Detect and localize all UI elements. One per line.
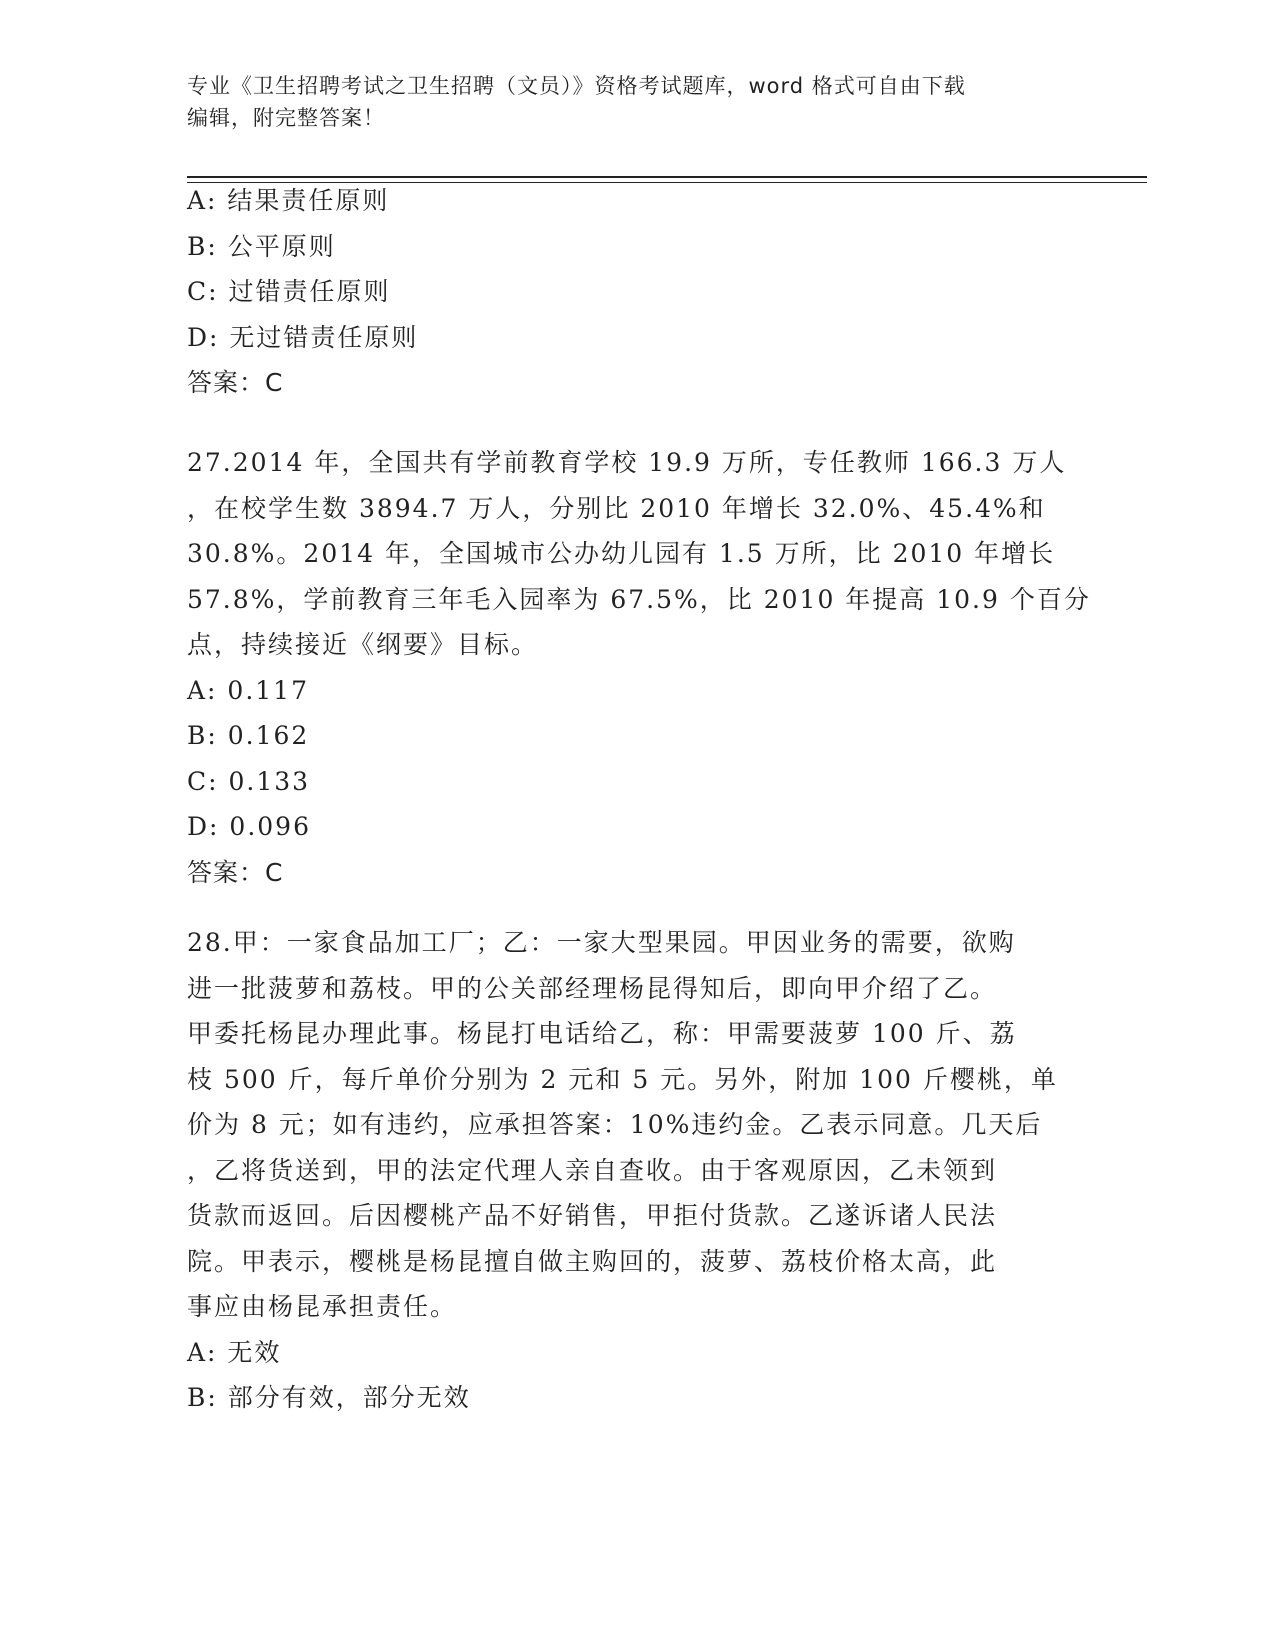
- answer-line: 答案：C: [187, 368, 284, 397]
- question-text-line: 货款而返回。后因樱桃产品不好销售，甲拒付货款。乙遂诉诸人民法: [187, 1201, 998, 1230]
- question-text-line: 价为 8 元；如有违约，应承担答案：10%违约金。乙表示同意。几天后: [187, 1110, 1043, 1139]
- question-26: [187, 178, 1067, 406]
- option-b: B: 公平原则: [187, 231, 336, 261]
- answer-line: 答案：C: [187, 857, 284, 887]
- document-header: [187, 70, 1067, 134]
- option-d: D: 0.096: [187, 812, 311, 841]
- option-b: B: 0.162: [187, 721, 310, 750]
- question-text: [187, 440, 1091, 668]
- question-text-line: 57.8%，学前教育三年毛入园率为 67.5%，比 2010 年提高 10.9 个百分: [187, 584, 1091, 614]
- header-line-1: 专业《卫生招聘考试之卫生招聘（文员）》资格考试题库，word 格式可自由下载: [187, 74, 966, 98]
- question-text-line: 进一批菠萝和荔枝。甲的公关部经理杨昆得知后，即向甲介绍了乙。: [187, 973, 998, 1003]
- option-c: C: 0.133: [187, 766, 311, 796]
- question-text-line: 枝 500 斤，每斤单价分别为 2 元和 5 元。另外，附加 100 斤樱桃，单: [187, 1064, 1058, 1094]
- question-28: [187, 920, 1067, 1421]
- option-a: A: 无效: [187, 1337, 282, 1367]
- option-d: D: 无过错责任原则: [187, 322, 419, 352]
- option-a: A: 0.117: [187, 675, 309, 705]
- option-c: C: 过错责任原则: [187, 277, 391, 306]
- question-text-line: 点，持续接近《纲要》目标。: [187, 630, 539, 659]
- question-27: [187, 440, 1091, 895]
- question-text-line: 27.2014 年，全国共有学前教育学校 19.9 万所，专任教师 166.3 万人: [187, 448, 1067, 477]
- question-text: [187, 920, 1067, 1330]
- question-text-line: 院。甲表示，樱桃是杨昆擅自做主购回的，菠萝、荔枝价格太高，此: [187, 1246, 998, 1276]
- question-text-line: ，在校学生数 3894.7 万人，分别比 2010 年增长 32.0%、45.4%和: [187, 493, 1046, 523]
- option-a: A: 结果责任原则: [187, 186, 390, 215]
- header-line-2: 编辑，附完整答案！: [187, 106, 385, 130]
- question-text-line: ，乙将货送到，甲的法定代理人亲自查收。由于客观原因，乙未领到: [187, 1155, 998, 1185]
- option-b: B: 部分有效，部分无效: [187, 1383, 471, 1412]
- question-text-line: 28.甲：一家食品加工厂；乙：一家大型果园。甲因业务的需要，欲购: [187, 928, 1016, 957]
- question-text-line: 事应由杨昆承担责任。: [187, 1292, 458, 1321]
- question-text-line: 30.8%。2014 年，全国城市公办幼儿园有 1.5 万所，比 2010 年增长: [187, 539, 1056, 568]
- question-text-line: 甲委托杨昆办理此事。杨昆打电话给乙，称：甲需要菠萝 100 斤、荔: [187, 1019, 1017, 1048]
